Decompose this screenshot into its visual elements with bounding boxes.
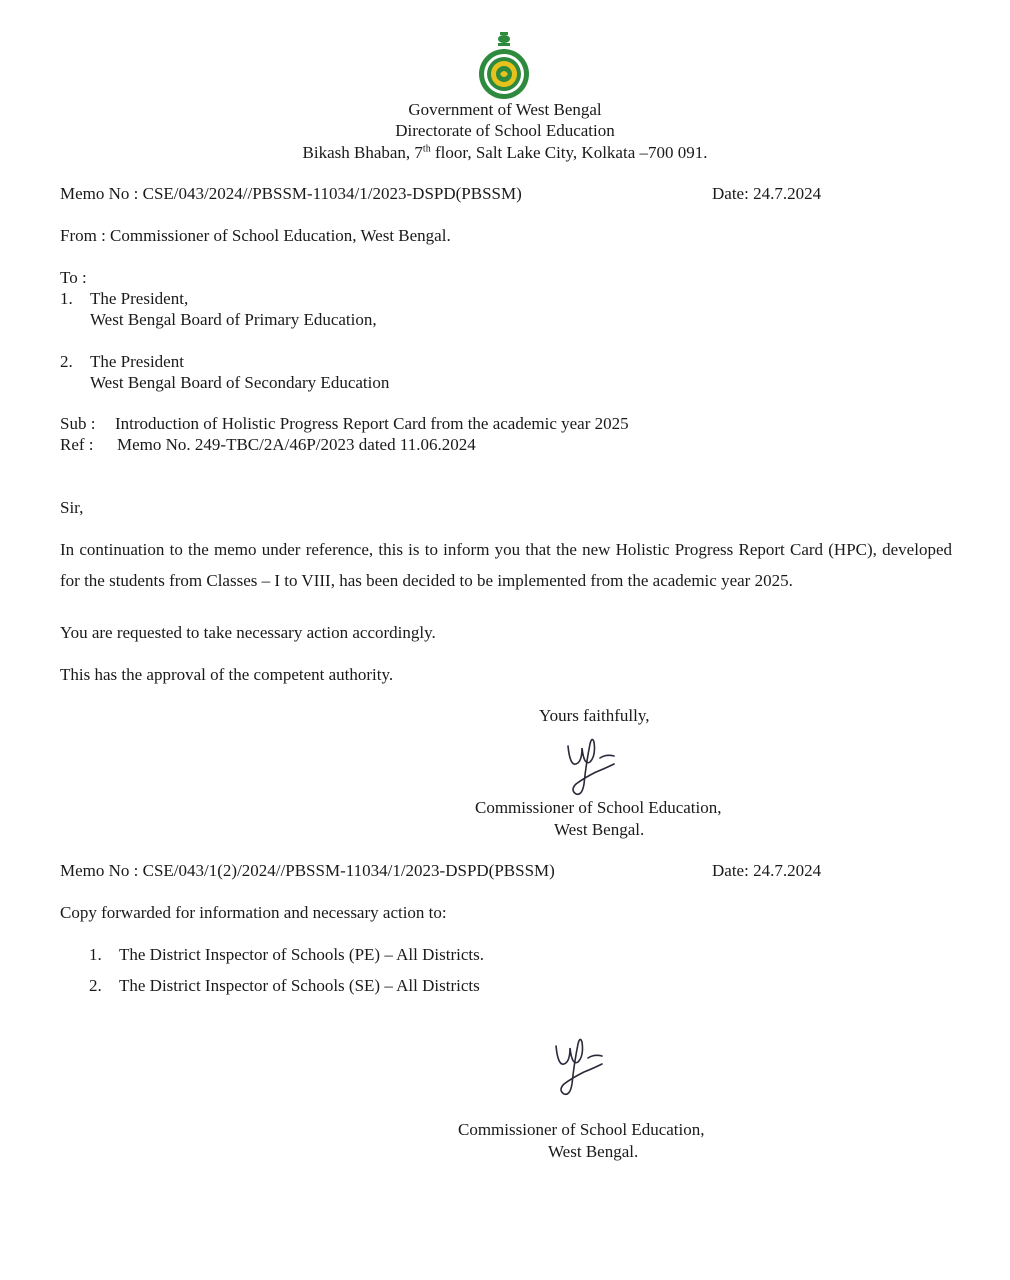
- recipient-line: West Bengal Board of Secondary Education: [90, 373, 390, 392]
- recipient-line: The President,: [90, 289, 189, 308]
- copy-item-number: 2.: [89, 976, 102, 995]
- address-part: Bikash Bhaban, 7: [302, 143, 423, 162]
- recipient-line: The President: [90, 352, 184, 371]
- memo-date: Date: 24.7.2024: [712, 861, 822, 880]
- subject-label: Sub :: [60, 414, 96, 433]
- recipient-number: 1.: [60, 289, 73, 308]
- closing-line: Yours faithfully,: [539, 706, 650, 725]
- signatory-location: West Bengal.: [554, 820, 645, 839]
- office-address: [0, 143, 1010, 163]
- body-paragraph: This has the approval of the competent authority.: [60, 665, 394, 684]
- signatory-location: West Bengal.: [548, 1142, 639, 1161]
- copy-item: The District Inspector of Schools (PE) – All Districts.: [119, 945, 484, 964]
- to-label: To :: [60, 268, 87, 287]
- subject-text: Introduction of Holistic Progress Report Card from the academic year 2025: [115, 414, 629, 433]
- handwritten-signature: [548, 1032, 618, 1102]
- body-paragraph: You are requested to take necessary action accordingly.: [60, 623, 436, 642]
- government-title: Government of West Bengal: [408, 100, 602, 119]
- address-part: floor, Salt Lake City, Kolkata –700 091.: [430, 143, 708, 162]
- address-superscript: th: [422, 143, 431, 155]
- directorate-title: Directorate of School Education: [395, 121, 615, 140]
- reference-label: Ref :: [60, 435, 94, 454]
- handwritten-signature: [560, 732, 630, 802]
- copy-item: The District Inspector of Schools (SE) – All Districts: [119, 976, 480, 995]
- memo-number: Memo No : CSE/043/1(2)/2024//PBSSM-11034/1/2023-DSPD(PBSSM): [60, 861, 555, 880]
- copy-item-number: 1.: [89, 945, 102, 964]
- reference-text: Memo No. 249-TBC/2A/46P/2023 dated 11.06.2024: [117, 435, 476, 454]
- body-paragraph: In continuation to the memo under reference, this is to inform you that the new Holistic Progress Report Card (HPC), developed for the students from Classes – I to VIII, has been decided to be implemented from the academic year 2025.: [60, 540, 952, 590]
- memo-date: Date: 24.7.2024: [712, 184, 822, 203]
- salutation: Sir,: [60, 498, 84, 517]
- from-line: From : Commissioner of School Education, West Bengal.: [60, 226, 451, 245]
- recipient-line: West Bengal Board of Primary Education,: [90, 310, 377, 329]
- signatory-title: Commissioner of School Education,: [458, 1120, 705, 1139]
- copy-intro: Copy forwarded for information and necessary action to:: [60, 903, 447, 922]
- government-emblem-logo: [474, 28, 534, 100]
- signatory-title: Commissioner of School Education,: [475, 798, 722, 817]
- memo-number: Memo No : CSE/043/2024//PBSSM-11034/1/2023-DSPD(PBSSM): [60, 184, 522, 203]
- recipient-number: 2.: [60, 352, 73, 371]
